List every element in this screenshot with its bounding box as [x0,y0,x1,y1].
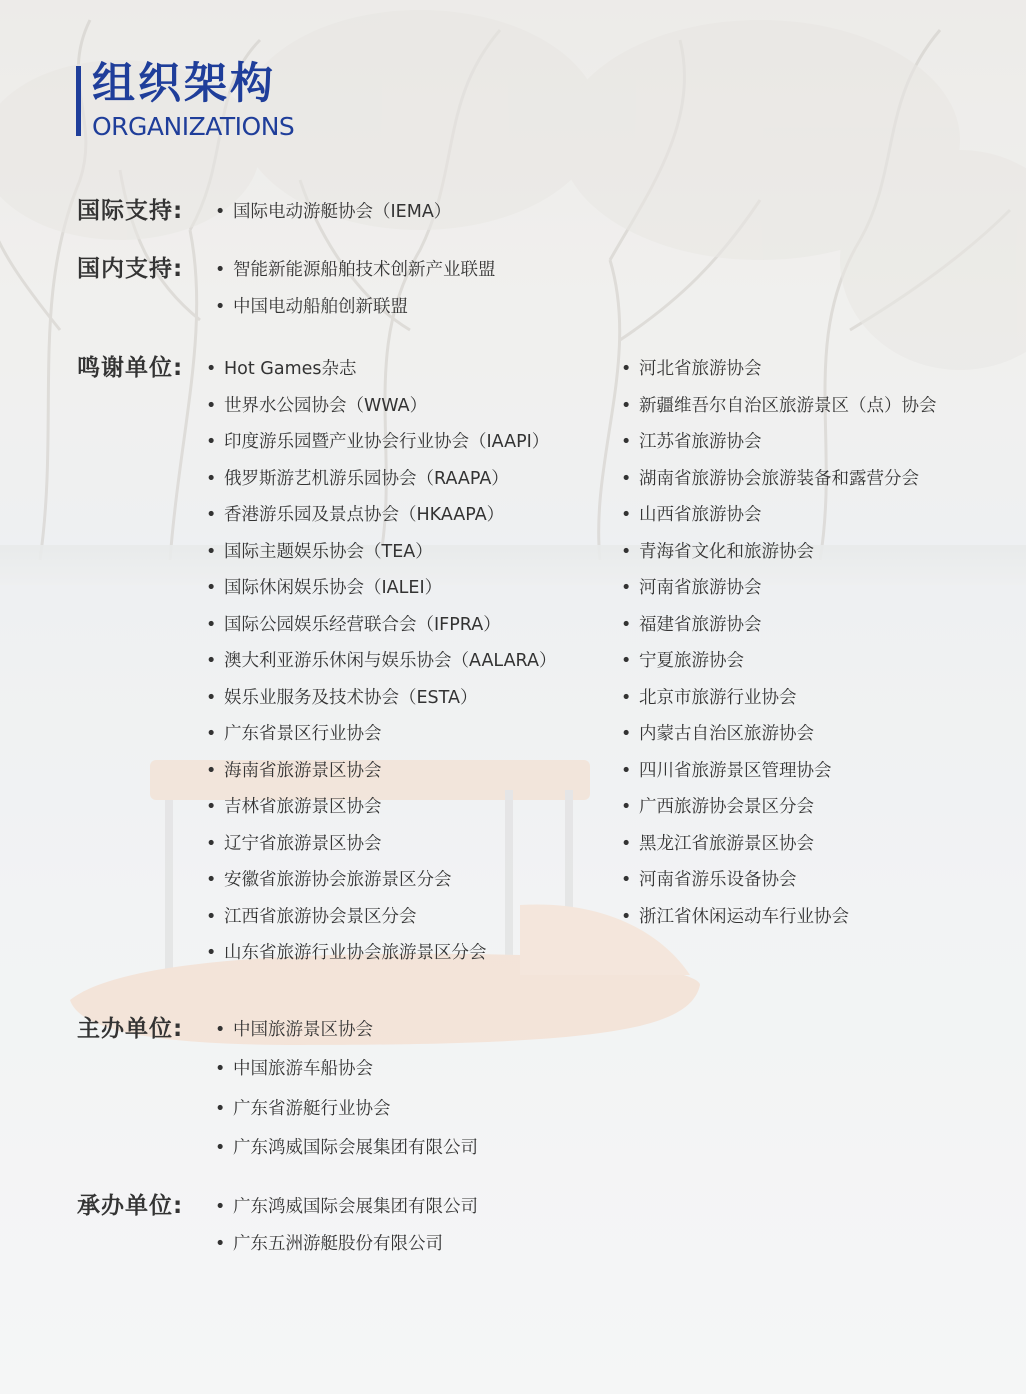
list-item: • 山东省旅游行业协会旅游景区分会 [206,938,556,975]
list-item: • 河南省游乐设备协会 [621,865,937,902]
list-item: • 国际公园娱乐经营联合会（IFPRA） [206,610,556,647]
list-item: • 宁夏旅游协会 [621,646,937,683]
list-item: • 澳大利亚游乐休闲与娱乐协会（AALARA） [206,646,556,683]
list-item: • 河北省旅游协会 [621,354,937,391]
organizer-label: 承办单位: [77,1193,184,1219]
acknowledgements-label: 鸣谢单位: [77,355,184,381]
list-item: • 湖南省旅游协会旅游装备和露营分会 [621,464,937,501]
list-item: • 内蒙古自治区旅游协会 [621,719,937,756]
list-item: • 世界水公园协会（WWA） [206,391,556,428]
list-item: • 中国电动船舶创新联盟 [215,292,496,329]
list-item: • 山西省旅游协会 [621,500,937,537]
list-item: • 国际主题娱乐协会（TEA） [206,537,556,574]
list-item: • 智能新能源船舶技术创新产业联盟 [215,255,496,292]
intl-support-list [215,197,451,234]
page-subtitle: ORGANIZATIONS [92,112,295,141]
list-item: • 四川省旅游景区管理协会 [621,756,937,793]
acknowledgements-left-list [206,354,556,975]
list-item: • 辽宁省旅游景区协会 [206,829,556,866]
list-item: • 俄罗斯游艺机游乐园协会（RAAPA） [206,464,556,501]
host-label: 主办单位: [77,1016,184,1042]
organizer-list [215,1192,478,1265]
list-item: • 广东五洲游艇股份有限公司 [215,1229,478,1266]
page-title: 组织架构 [92,59,276,109]
list-item: • 广东省游艇行业协会 [215,1094,478,1133]
list-item: • 江西省旅游协会景区分会 [206,902,556,939]
list-item: • 广东省景区行业协会 [206,719,556,756]
list-item: • 福建省旅游协会 [621,610,937,647]
host-list [215,1015,478,1172]
list-item: • 安徽省旅游协会旅游景区分会 [206,865,556,902]
list-item: • 香港游乐园及景点协会（HKAAPA） [206,500,556,537]
list-item: • 国际电动游艇协会（IEMA） [215,197,451,234]
list-item: • 海南省旅游景区协会 [206,756,556,793]
list-item: • 吉林省旅游景区协会 [206,792,556,829]
list-item: • 中国旅游车船协会 [215,1054,478,1093]
list-item: • 浙江省休闲运动车行业协会 [621,902,937,939]
list-item: • 新疆维吾尔自治区旅游景区（点）协会 [621,391,937,428]
title-accent-bar [76,66,81,136]
intl-support-label: 国际支持: [77,198,184,224]
list-item: • Hot Games杂志 [206,354,556,391]
domestic-support-list [215,255,496,328]
list-item: • 北京市旅游行业协会 [621,683,937,720]
list-item: • 广东鸿威国际会展集团有限公司 [215,1133,478,1172]
list-item: • 国际休闲娱乐协会（IALEI） [206,573,556,610]
list-item: • 江苏省旅游协会 [621,427,937,464]
list-item: • 河南省旅游协会 [621,573,937,610]
list-item: • 广西旅游协会景区分会 [621,792,937,829]
list-item: • 中国旅游景区协会 [215,1015,478,1054]
acknowledgements-right-list [621,354,937,938]
list-item: • 青海省文化和旅游协会 [621,537,937,574]
list-item: • 广东鸿威国际会展集团有限公司 [215,1192,478,1229]
list-item: • 印度游乐园暨产业协会行业协会（IAAPI） [206,427,556,464]
domestic-support-label: 国内支持: [77,256,184,282]
list-item: • 娱乐业服务及技术协会（ESTA） [206,683,556,720]
list-item: • 黑龙江省旅游景区协会 [621,829,937,866]
